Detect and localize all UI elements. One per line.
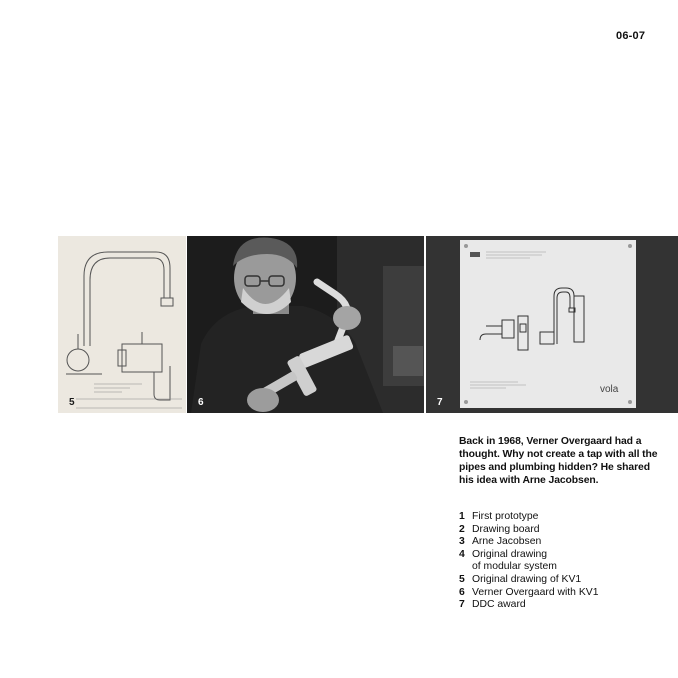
photo-number: 6	[198, 397, 204, 408]
intro-caption: Back in 1968, Verner Overgaard had a thought. Why not create a tap with all the pipes and plumbing hidden? He shared his idea with Arne Jacobsen.	[459, 436, 658, 486]
legend-item	[459, 587, 659, 600]
legend-text: Drawing board	[472, 523, 540, 535]
legend-number: 4	[459, 548, 465, 560]
legend-number: 3	[459, 536, 465, 548]
legend-number: 2	[459, 523, 465, 535]
legend-item	[459, 524, 659, 537]
legend-text: Original drawing of modular system	[472, 548, 557, 573]
photo-number: 7	[437, 397, 443, 408]
legend-number: 5	[459, 573, 465, 585]
legend-text: Verner Overgaard with KV1	[472, 586, 599, 598]
ddc-award-plaque-image	[426, 236, 678, 413]
portrait-man-with-tap-image	[187, 236, 424, 413]
legend-item	[459, 574, 659, 587]
legend-item	[459, 549, 659, 574]
vola-logo: vola	[600, 384, 619, 395]
legend-number: 1	[459, 511, 465, 522]
legend-item	[459, 511, 659, 524]
photo-ddc-award	[426, 236, 678, 413]
legend-item	[459, 599, 659, 612]
image-legend	[459, 511, 659, 612]
legend-text: DDC award	[472, 599, 526, 611]
legend-text: Arne Jacobsen	[472, 536, 542, 548]
photo-verner-overgaard-with-kv1	[187, 236, 424, 413]
photo-original-drawing-kv1	[58, 236, 186, 413]
legend-number: 7	[459, 599, 465, 611]
legend-item	[459, 536, 659, 549]
photo-number: 5	[69, 397, 75, 408]
page-number: 06-07	[616, 30, 646, 42]
legend-text: First prototype	[472, 511, 539, 522]
legend-text: Original drawing of KV1	[472, 573, 582, 585]
technical-drawing-kv1-image	[58, 236, 186, 413]
legend-number: 6	[459, 586, 465, 598]
